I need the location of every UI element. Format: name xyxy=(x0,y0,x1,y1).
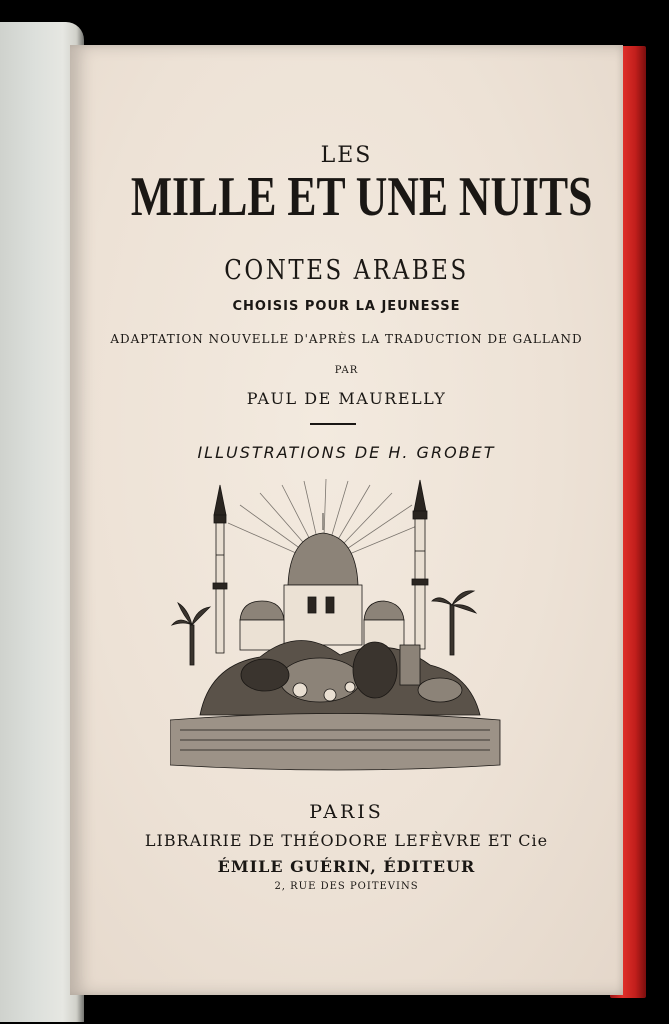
ground-hatching xyxy=(170,714,500,771)
right-minaret xyxy=(412,480,428,649)
left-minaret xyxy=(213,485,227,653)
title-page xyxy=(70,45,623,995)
illustrator-credit: ILLUSTRATIONS DE H. GROBET xyxy=(197,443,496,462)
imprint-editor: ÉMILE GUÉRIN, ÉDITEUR xyxy=(217,857,476,876)
central-dome xyxy=(284,513,362,645)
imprint-address: 2, RUE DES POITEVINS xyxy=(274,881,419,892)
treasure-pile xyxy=(200,640,480,715)
adaptation-note: ADAPTATION NOUVELLE D'APRÈS LA TRADUCTION DE GALLAND xyxy=(110,332,583,346)
tagline: CHOISIS POUR LA JEUNESSE xyxy=(232,299,461,314)
book-title: MILLE ET UNE NUITS xyxy=(130,166,593,228)
palm-right xyxy=(432,591,476,655)
divider-rule xyxy=(310,423,356,425)
imprint-city: PARIS xyxy=(309,801,384,823)
book-subtitle: CONTES ARABES xyxy=(224,255,469,286)
title-article: LES xyxy=(320,143,373,168)
author-name: PAUL DE MAURELLY xyxy=(246,389,447,408)
palm-left xyxy=(172,603,210,665)
by-label: PAR xyxy=(334,365,359,376)
imprint-publisher: LIBRAIRIE DE THÉODORE LEFÈVRE ET Cie xyxy=(144,831,549,850)
mosque-engraving xyxy=(170,475,510,775)
